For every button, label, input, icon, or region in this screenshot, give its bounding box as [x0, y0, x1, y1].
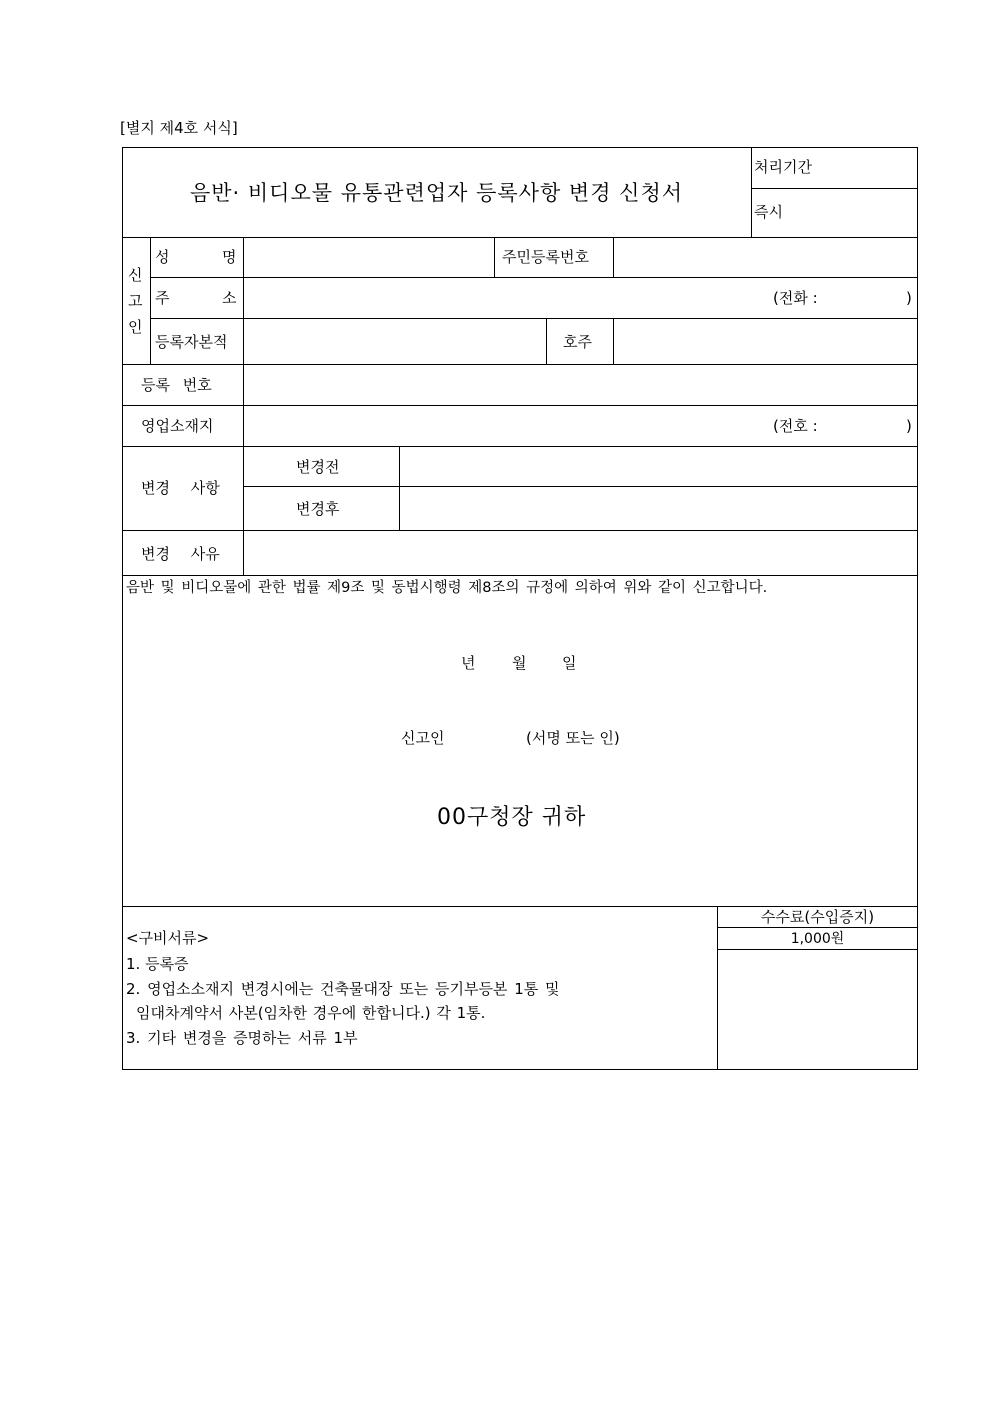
- signer-note: (서명 또는 인): [526, 729, 620, 747]
- revenue-stamp-area[interactable]: [719, 951, 916, 1068]
- row-line: [150, 277, 918, 278]
- documents-item: 1. 등록증: [126, 955, 189, 973]
- name-label-char: 성: [155, 248, 170, 266]
- domicile-field[interactable]: [245, 320, 545, 363]
- date-month-label: 월: [512, 654, 527, 672]
- row-line: [122, 906, 918, 907]
- row-line: [122, 405, 918, 406]
- processing-period-value: 즉시: [754, 203, 783, 221]
- address-field[interactable]: [245, 279, 765, 317]
- fee-label: 수수료(수입증지): [760, 908, 875, 926]
- domicile-label: 등록자본적: [155, 333, 228, 351]
- documents-item: 3. 기타 변경을 증명하는 서류 1부: [126, 1029, 358, 1047]
- date-day-label: 일: [562, 654, 577, 672]
- signer-label: 신고인: [401, 729, 445, 747]
- householder-field[interactable]: [615, 320, 916, 363]
- row-line: [122, 575, 918, 576]
- documents-header: <구비서류>: [126, 929, 210, 947]
- title-divider: [751, 147, 752, 237]
- business-location-field[interactable]: [245, 407, 765, 445]
- outer-border-top: [122, 147, 918, 148]
- business-phone-close: ): [906, 417, 912, 435]
- change-before-field[interactable]: [401, 448, 916, 485]
- rrn-label: 주민등록번호: [502, 248, 589, 266]
- date-year-label: 년: [461, 654, 476, 672]
- address-phone-field[interactable]: [830, 279, 904, 317]
- address-phone-close: ): [906, 289, 912, 307]
- change-reason-field[interactable]: [245, 532, 916, 574]
- col-line: [243, 237, 244, 575]
- row-line: [717, 927, 918, 928]
- address-label-char: 주: [155, 289, 170, 307]
- business-location-label: 영업소재지: [141, 417, 214, 435]
- address-phone-open: (전화 :: [773, 289, 818, 307]
- name-label-char: 명: [222, 248, 237, 266]
- col-line: [494, 237, 495, 278]
- documents-item: 임대차계약서 사본(임차한 경우에 한합니다.) 각 1통.: [136, 1004, 486, 1022]
- declaration-text: 음반 및 비디오물에 관한 법률 제9조 및 동법시행령 제8조의 규정에 의하여 위와 같이 신고합니다.: [126, 580, 768, 596]
- applicant-group-label-char: 고: [128, 292, 143, 310]
- form-label: [별지 제4호 서식]: [120, 119, 238, 137]
- col-line: [150, 237, 151, 365]
- address-label-char: 소: [222, 289, 237, 307]
- row-line: [243, 486, 918, 487]
- applicant-group-label-char: 인: [128, 318, 143, 336]
- registration-number-label: 등록 번호: [141, 376, 212, 394]
- col-line: [546, 318, 547, 365]
- signature-field[interactable]: [455, 722, 521, 752]
- change-before-label: 변경전: [296, 458, 340, 476]
- row-line: [122, 446, 918, 447]
- row-line: [150, 318, 918, 319]
- applicant-group-label-char: 신: [128, 266, 143, 284]
- change-items-label: 변경 사항: [141, 479, 220, 497]
- row-line: [122, 237, 918, 238]
- row-line: [122, 364, 918, 365]
- col-line: [399, 446, 400, 531]
- recipient: 00구청장 귀하: [437, 805, 587, 830]
- change-reason-label: 변경 사유: [141, 545, 220, 563]
- processing-period-label: 처리기간: [754, 158, 812, 176]
- documents-item: 2. 영업소소재지 변경시에는 건축물대장 또는 등기부등본 1통 및: [126, 980, 560, 998]
- change-after-field[interactable]: [401, 488, 916, 529]
- form-title: 음반· 비디오물 유통관련업자 등록사항 변경 신청서: [189, 181, 684, 205]
- col-line: [613, 237, 614, 278]
- business-phone-field[interactable]: [830, 407, 904, 445]
- processing-divider: [751, 188, 918, 189]
- registration-number-field[interactable]: [245, 366, 916, 404]
- col-line: [613, 318, 614, 365]
- change-after-label: 변경후: [296, 500, 340, 518]
- rrn-field[interactable]: [615, 239, 916, 276]
- row-line: [717, 949, 918, 950]
- business-phone-open: (전호 :: [773, 417, 818, 435]
- fee-amount: 1,000원: [790, 931, 845, 947]
- householder-label: 호주: [563, 333, 592, 351]
- outer-border-bottom: [122, 1069, 918, 1070]
- name-field[interactable]: [245, 239, 493, 276]
- outer-border-left: [122, 147, 123, 1070]
- row-line: [122, 530, 918, 531]
